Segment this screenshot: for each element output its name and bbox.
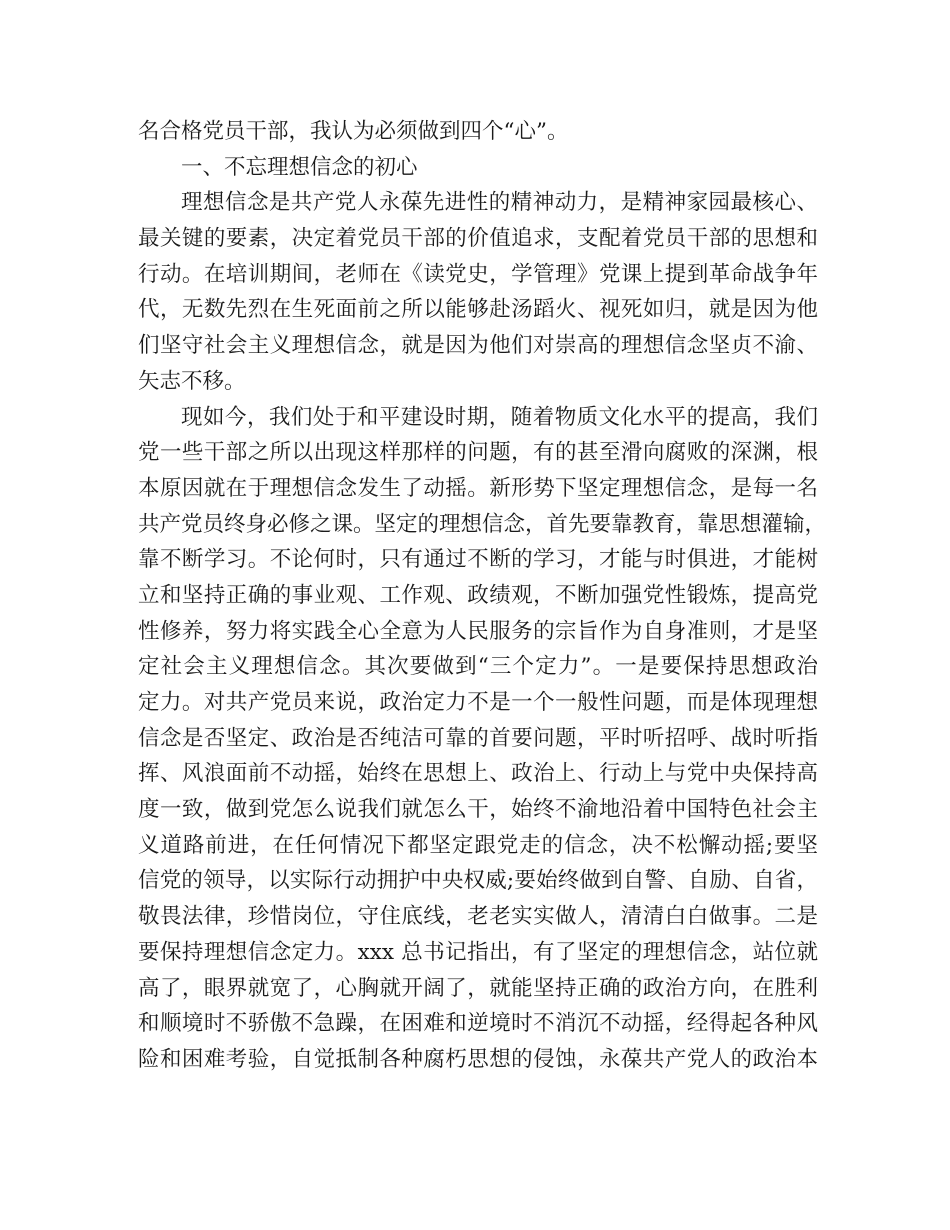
- text-line: 共产党员终身必修之课。坚定的理想信念，首先要靠教育，靠思想灌输，: [138, 511, 827, 537]
- text-line: 要保持理想信念定力。xxx 总书记指出，有了坚定的理想信念，站位就: [138, 939, 818, 965]
- text-line: 们坚守社会主义理想信念，就是因为他们对崇高的理想信念坚贞不渝、: [138, 333, 818, 359]
- text-line: 党一些干部之所以出现这样那样的问题，有的甚至滑向腐败的深渊，根: [138, 440, 818, 466]
- text-line: 定社会主义理想信念。其次要做到“三个定力”。一是要保持思想政治: [138, 654, 818, 680]
- text-line: 靠不断学习。不论何时，只有通过不断的学习，才能与时俱进，才能树: [138, 547, 818, 573]
- text-line: 度一致，做到党怎么说我们就怎么干，始终不渝地沿着中国特色社会主: [138, 797, 818, 823]
- section-heading: 一、不忘理想信念的初心: [181, 154, 418, 180]
- text-line: 挥、风浪面前不动摇，始终在思想上、政治上、行动上与党中央保持高: [138, 761, 818, 787]
- text-line: 本原因就在于理想信念发生了动摇。新形势下坚定理想信念，是每一名: [138, 475, 818, 501]
- document-page: [138, 114, 827, 1078]
- text-line: 理想信念是共产党人永葆先进性的精神动力，是精神家园最核心、: [181, 190, 818, 216]
- text-line: 高了，眼界就宽了，心胸就开阔了，就能坚持正确的政治方向，在胜利: [138, 975, 818, 1001]
- text-line: 险和困难考验，自觉抵制各种腐朽思想的侵蚀，永葆共产党人的政治本: [138, 1046, 818, 1072]
- text-line: 敬畏法律，珍惜岗位，守住底线，老老实实做人，清清白白做事。二是: [138, 904, 818, 930]
- text-line: 行动。在培训期间，老师在《读党史，学管理》党课上提到革命战争年: [138, 261, 818, 287]
- text-line: 信念是否坚定、政治是否纯洁可靠的首要问题，平时听招呼、战时听指: [138, 725, 818, 751]
- text-line: 矢志不移。: [138, 368, 246, 394]
- text-line: 性修养，努力将实践全心全意为人民服务的宗旨作为自身准则，才是坚: [138, 618, 818, 644]
- text-line: 名合格党员干部，我认为必须做到四个“心”。: [138, 119, 569, 144]
- text-line: 义道路前进，在任何情况下都坚定跟党走的信念，决不松懈动摇;要坚: [138, 832, 818, 858]
- text-line: 定力。对共产党员来说，政治定力不是一个一般性问题，而是体现理想: [138, 690, 818, 715]
- text-line: 立和坚持正确的事业观、工作观、政绩观，不断加强党性锻炼，提高党: [138, 582, 818, 608]
- text-line: 和顺境时不骄傲不急躁，在困难和逆境时不消沉不动摇，经得起各种风: [138, 1011, 818, 1037]
- text-line: 信党的领导，以实际行动拥护中央权威;要始终做到自警、自励、自省，: [138, 868, 818, 894]
- text-line: 现如今，我们处于和平建设时期，随着物质文化水平的提高，我们: [181, 404, 818, 430]
- text-line: 代，无数先烈在生死面前之所以能够赴汤蹈火、视死如归，就是因为他: [138, 297, 818, 323]
- text-line: 最关键的要素，决定着党员干部的价值追求，支配着党员干部的思想和: [138, 226, 818, 252]
